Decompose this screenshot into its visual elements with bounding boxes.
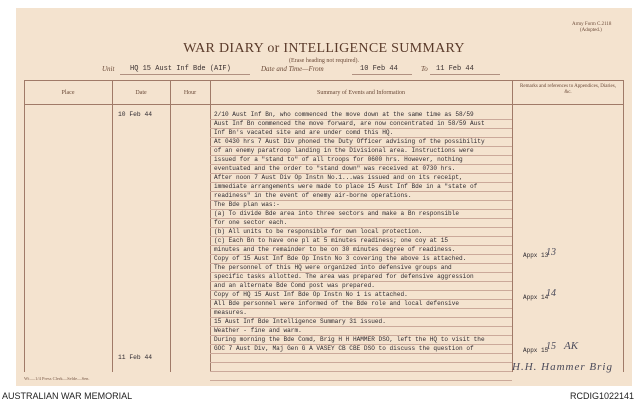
summary-line: Inf Bn's vacated site and are under comd this HQ. — [214, 129, 394, 136]
summary-line: 2/10 Aust Inf Bn, who commenced the move down at the same time as 58/59 — [214, 111, 474, 118]
handwritten-appendix-number: 13 — [546, 247, 556, 258]
summary-line: The Bde plan was:- — [214, 201, 280, 208]
column-header-date: Date — [135, 90, 147, 96]
ruled-line — [210, 380, 512, 381]
summary-line: measures. — [214, 309, 247, 316]
entry-date: 10 Feb 44 — [118, 111, 153, 118]
appendix-reference: Appx 13 — [523, 252, 549, 259]
date-from-label: Date and Time—From — [261, 65, 324, 73]
summary-line: During morning the Bde Comd, Brig H H HAMMER DSO, left the HQ to visit the — [214, 336, 485, 343]
appendix-reference: Appx 14 — [523, 294, 549, 301]
summary-line: GOC 7 Aust Div, Maj Gen G A VASEY CB CBE DSO to discuss the question of — [214, 345, 474, 352]
unit-label: Unit — [102, 65, 115, 73]
handwritten-initials: AK — [564, 340, 579, 352]
summary-line: for one sector each. — [214, 219, 288, 226]
form-number — [572, 22, 611, 34]
column-header-place: Place — [61, 90, 75, 96]
date-from-value: 10 Feb 44 — [360, 65, 398, 73]
document-subtitle: (Erase heading not required). — [289, 58, 359, 64]
summary-line: minutes and the remainder to be on 30 minutes degree of readiness. — [214, 246, 456, 253]
unit-value: HQ 15 Aust Inf Bde (AIF) — [130, 65, 231, 73]
print-note: Wt.—1/4 Press Clerk—Selde—Sen. — [24, 376, 90, 381]
summary-line: 15 Aust Inf Bde Intelligence Summary 31 issued. — [214, 318, 386, 325]
summary-line: readiness" in the event of enemy air-borne operations. — [214, 192, 412, 199]
column-header-hour: Hour — [183, 90, 197, 96]
summary-line: issued for a "stand to" of all troops for 0600 hrs. However, nothing — [214, 156, 463, 163]
column-header-summary: Summary of Events and Information — [317, 90, 405, 96]
archive-reference-number: RCDIG1022141 — [569, 391, 634, 401]
date-to-label: To — [421, 65, 428, 73]
summary-line: Weather - fine and warm. — [214, 327, 302, 334]
summary-line: of an enemy paratroop landing in the Divisional area. Instructions were — [214, 147, 474, 154]
summary-line: After noon 7 Aust Div Op Instn No.1...was issued and on its receipt, — [214, 174, 463, 181]
ruled-line — [210, 362, 512, 363]
entry-date: 11 Feb 44 — [118, 354, 153, 361]
handwritten-appendix-number: 14 — [546, 288, 556, 299]
summary-line: immediate arrangements were made to place 15 Aust Inf Bde in a "state of — [214, 183, 478, 190]
date-to-value: 11 Feb 44 — [436, 65, 474, 73]
summary-line: specific tasks allotted. The area was prepared for defensive aggression — [214, 273, 474, 280]
summary-line: The personnel of this HQ were organized into defensive groups and — [214, 264, 452, 271]
summary-line: All Bde personnel were informed of the Bde role and local defensive — [214, 300, 460, 307]
summary-line: and an alternate Bde Comd post was prepared. — [214, 282, 375, 289]
summary-line: Aust Inf Bn commenced the move forward, are now concentrated in 58/59 Aust — [214, 120, 485, 127]
form-note-text: (Adopted.) — [580, 28, 602, 33]
summary-line: (c) Each Bn to have one pl at 5 minutes readiness; one coy at 15 — [214, 237, 449, 244]
handwritten-appendix-number: 15 — [546, 341, 556, 352]
war-diary-sheet — [16, 8, 632, 386]
document-title: WAR DIARY or INTELLIGENCE SUMMARY — [183, 41, 465, 56]
ruled-line — [210, 371, 512, 372]
archive-credit: AUSTRALIAN WAR MEMORIAL — [2, 391, 133, 401]
ruled-line — [210, 353, 512, 354]
appendix-reference: Appx 15 — [523, 347, 549, 354]
summary-line: Copy of HQ 15 Aust Inf Bde Op Instn No 1 is attached. — [214, 291, 408, 298]
summary-line: (b) All units to be responsible for own local protection. — [214, 228, 423, 235]
summary-line: At 0430 hrs 7 Aust Div phoned the Duty Officer advising of the possibility — [214, 138, 485, 145]
ruled-line — [210, 308, 512, 309]
summary-line: eventuated and the order to "stand down" was received at 0730 hrs. — [214, 165, 456, 172]
handwritten-signature: H.H. Hammer Brig — [512, 361, 613, 373]
form-number-text: Army Form C.2118 — [572, 22, 612, 27]
summary-line: (a) To divide Bde area into three sectors and make a Bn responsible — [214, 210, 460, 217]
column-header-remarks: Remarks and references to Appendices, Diaries, &c. — [520, 84, 616, 95]
summary-line: Copy of 15 Aust Inf Bde Op Instn No 3 covering the above is attached. — [214, 255, 467, 262]
